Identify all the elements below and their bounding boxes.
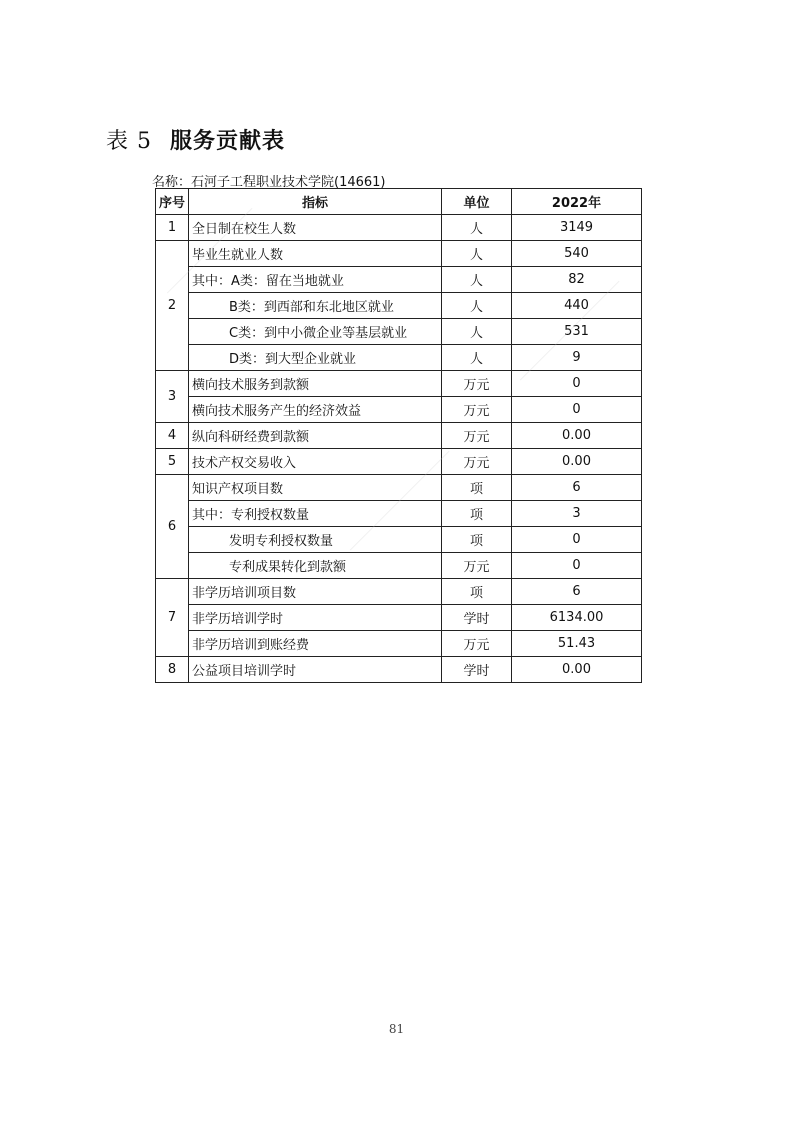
row-seq: 1: [156, 215, 189, 241]
row-seq: 3: [156, 371, 189, 423]
table-row: [156, 215, 642, 241]
row-unit: 项: [442, 527, 512, 553]
table-row: [156, 423, 642, 449]
institution-name: 名称：石河子工程职业技术学院(14661): [152, 175, 386, 190]
row-unit: 项: [442, 475, 512, 501]
row-unit: 项: [442, 501, 512, 527]
row-value: 0: [512, 553, 642, 579]
row-unit: 万元: [442, 423, 512, 449]
table-row: [156, 579, 642, 605]
row-unit: 项: [442, 579, 512, 605]
table-row: [156, 631, 642, 657]
table-header-row: [156, 189, 642, 215]
row-value: 0: [512, 371, 642, 397]
row-unit: 人: [442, 345, 512, 371]
row-unit: 万元: [442, 449, 512, 475]
header-unit: 单位: [442, 189, 512, 215]
row-unit: 万元: [442, 553, 512, 579]
header-indicator: 指标: [189, 189, 442, 215]
table-row: [156, 475, 642, 501]
row-indicator: 其中：专利授权数量: [189, 501, 442, 527]
row-seq: 8: [156, 657, 189, 683]
row-indicator: 技术产权交易收入: [189, 449, 442, 475]
row-value: 3149: [512, 215, 642, 241]
row-value: 0.00: [512, 449, 642, 475]
table-title: [106, 124, 285, 155]
row-value: 82: [512, 267, 642, 293]
row-seq: 5: [156, 449, 189, 475]
table-row: [156, 605, 642, 631]
row-seq: 2: [156, 241, 189, 371]
row-indicator: 非学历培训项目数: [189, 579, 442, 605]
row-unit: 万元: [442, 397, 512, 423]
row-value: 540: [512, 241, 642, 267]
row-value: 51.43: [512, 631, 642, 657]
row-unit: 万元: [442, 631, 512, 657]
row-unit: 万元: [442, 371, 512, 397]
table-row: [156, 267, 642, 293]
row-indicator: 横向技术服务产生的经济效益: [189, 397, 442, 423]
table-number: 表 5: [106, 129, 152, 154]
table-row: [156, 657, 642, 683]
table-row: [156, 501, 642, 527]
row-value: 9: [512, 345, 642, 371]
row-indicator: 发明专利授权数量: [189, 527, 442, 553]
row-unit: 学时: [442, 657, 512, 683]
table-title-text: 服务贡献表: [170, 128, 286, 154]
table-row: [156, 241, 642, 267]
row-indicator: 专利成果转化到款额: [189, 553, 442, 579]
row-unit: 人: [442, 267, 512, 293]
row-indicator: 其中：A类：留在当地就业: [189, 267, 442, 293]
header-seq: 序号: [156, 189, 189, 215]
header-value: 2022年: [512, 189, 642, 215]
row-unit: 人: [442, 241, 512, 267]
table-row: [156, 553, 642, 579]
row-value: 440: [512, 293, 642, 319]
row-indicator: C类：到中小微企业等基层就业: [189, 319, 442, 345]
row-indicator: 纵向科研经费到款额: [189, 423, 442, 449]
row-value: 0: [512, 527, 642, 553]
row-seq: 4: [156, 423, 189, 449]
row-value: 0.00: [512, 657, 642, 683]
row-unit: 学时: [442, 605, 512, 631]
row-value: 6: [512, 579, 642, 605]
row-indicator: D类：到大型企业就业: [189, 345, 442, 371]
row-indicator: 非学历培训学时: [189, 605, 442, 631]
row-indicator: B类：到西部和东北地区就业: [189, 293, 442, 319]
row-unit: 人: [442, 215, 512, 241]
table-row: [156, 397, 642, 423]
row-seq: 7: [156, 579, 189, 657]
row-value: 6: [512, 475, 642, 501]
row-indicator: 公益项目培训学时: [189, 657, 442, 683]
table-row: [156, 449, 642, 475]
row-value: 0: [512, 397, 642, 423]
table-row: [156, 527, 642, 553]
row-value: 0.00: [512, 423, 642, 449]
row-value: 6134.00: [512, 605, 642, 631]
row-indicator: 全日制在校生人数: [189, 215, 442, 241]
row-indicator: 知识产权项目数: [189, 475, 442, 501]
table-row: [156, 345, 642, 371]
service-contribution-table: [155, 188, 642, 683]
row-value: 3: [512, 501, 642, 527]
table-row: [156, 319, 642, 345]
row-indicator: 非学历培训到账经费: [189, 631, 442, 657]
row-indicator: 横向技术服务到款额: [189, 371, 442, 397]
table-row: [156, 293, 642, 319]
row-seq: 6: [156, 475, 189, 579]
row-indicator: 毕业生就业人数: [189, 241, 442, 267]
table-row: [156, 371, 642, 397]
row-value: 531: [512, 319, 642, 345]
row-unit: 人: [442, 319, 512, 345]
row-unit: 人: [442, 293, 512, 319]
page-number: 81: [388, 1022, 405, 1036]
